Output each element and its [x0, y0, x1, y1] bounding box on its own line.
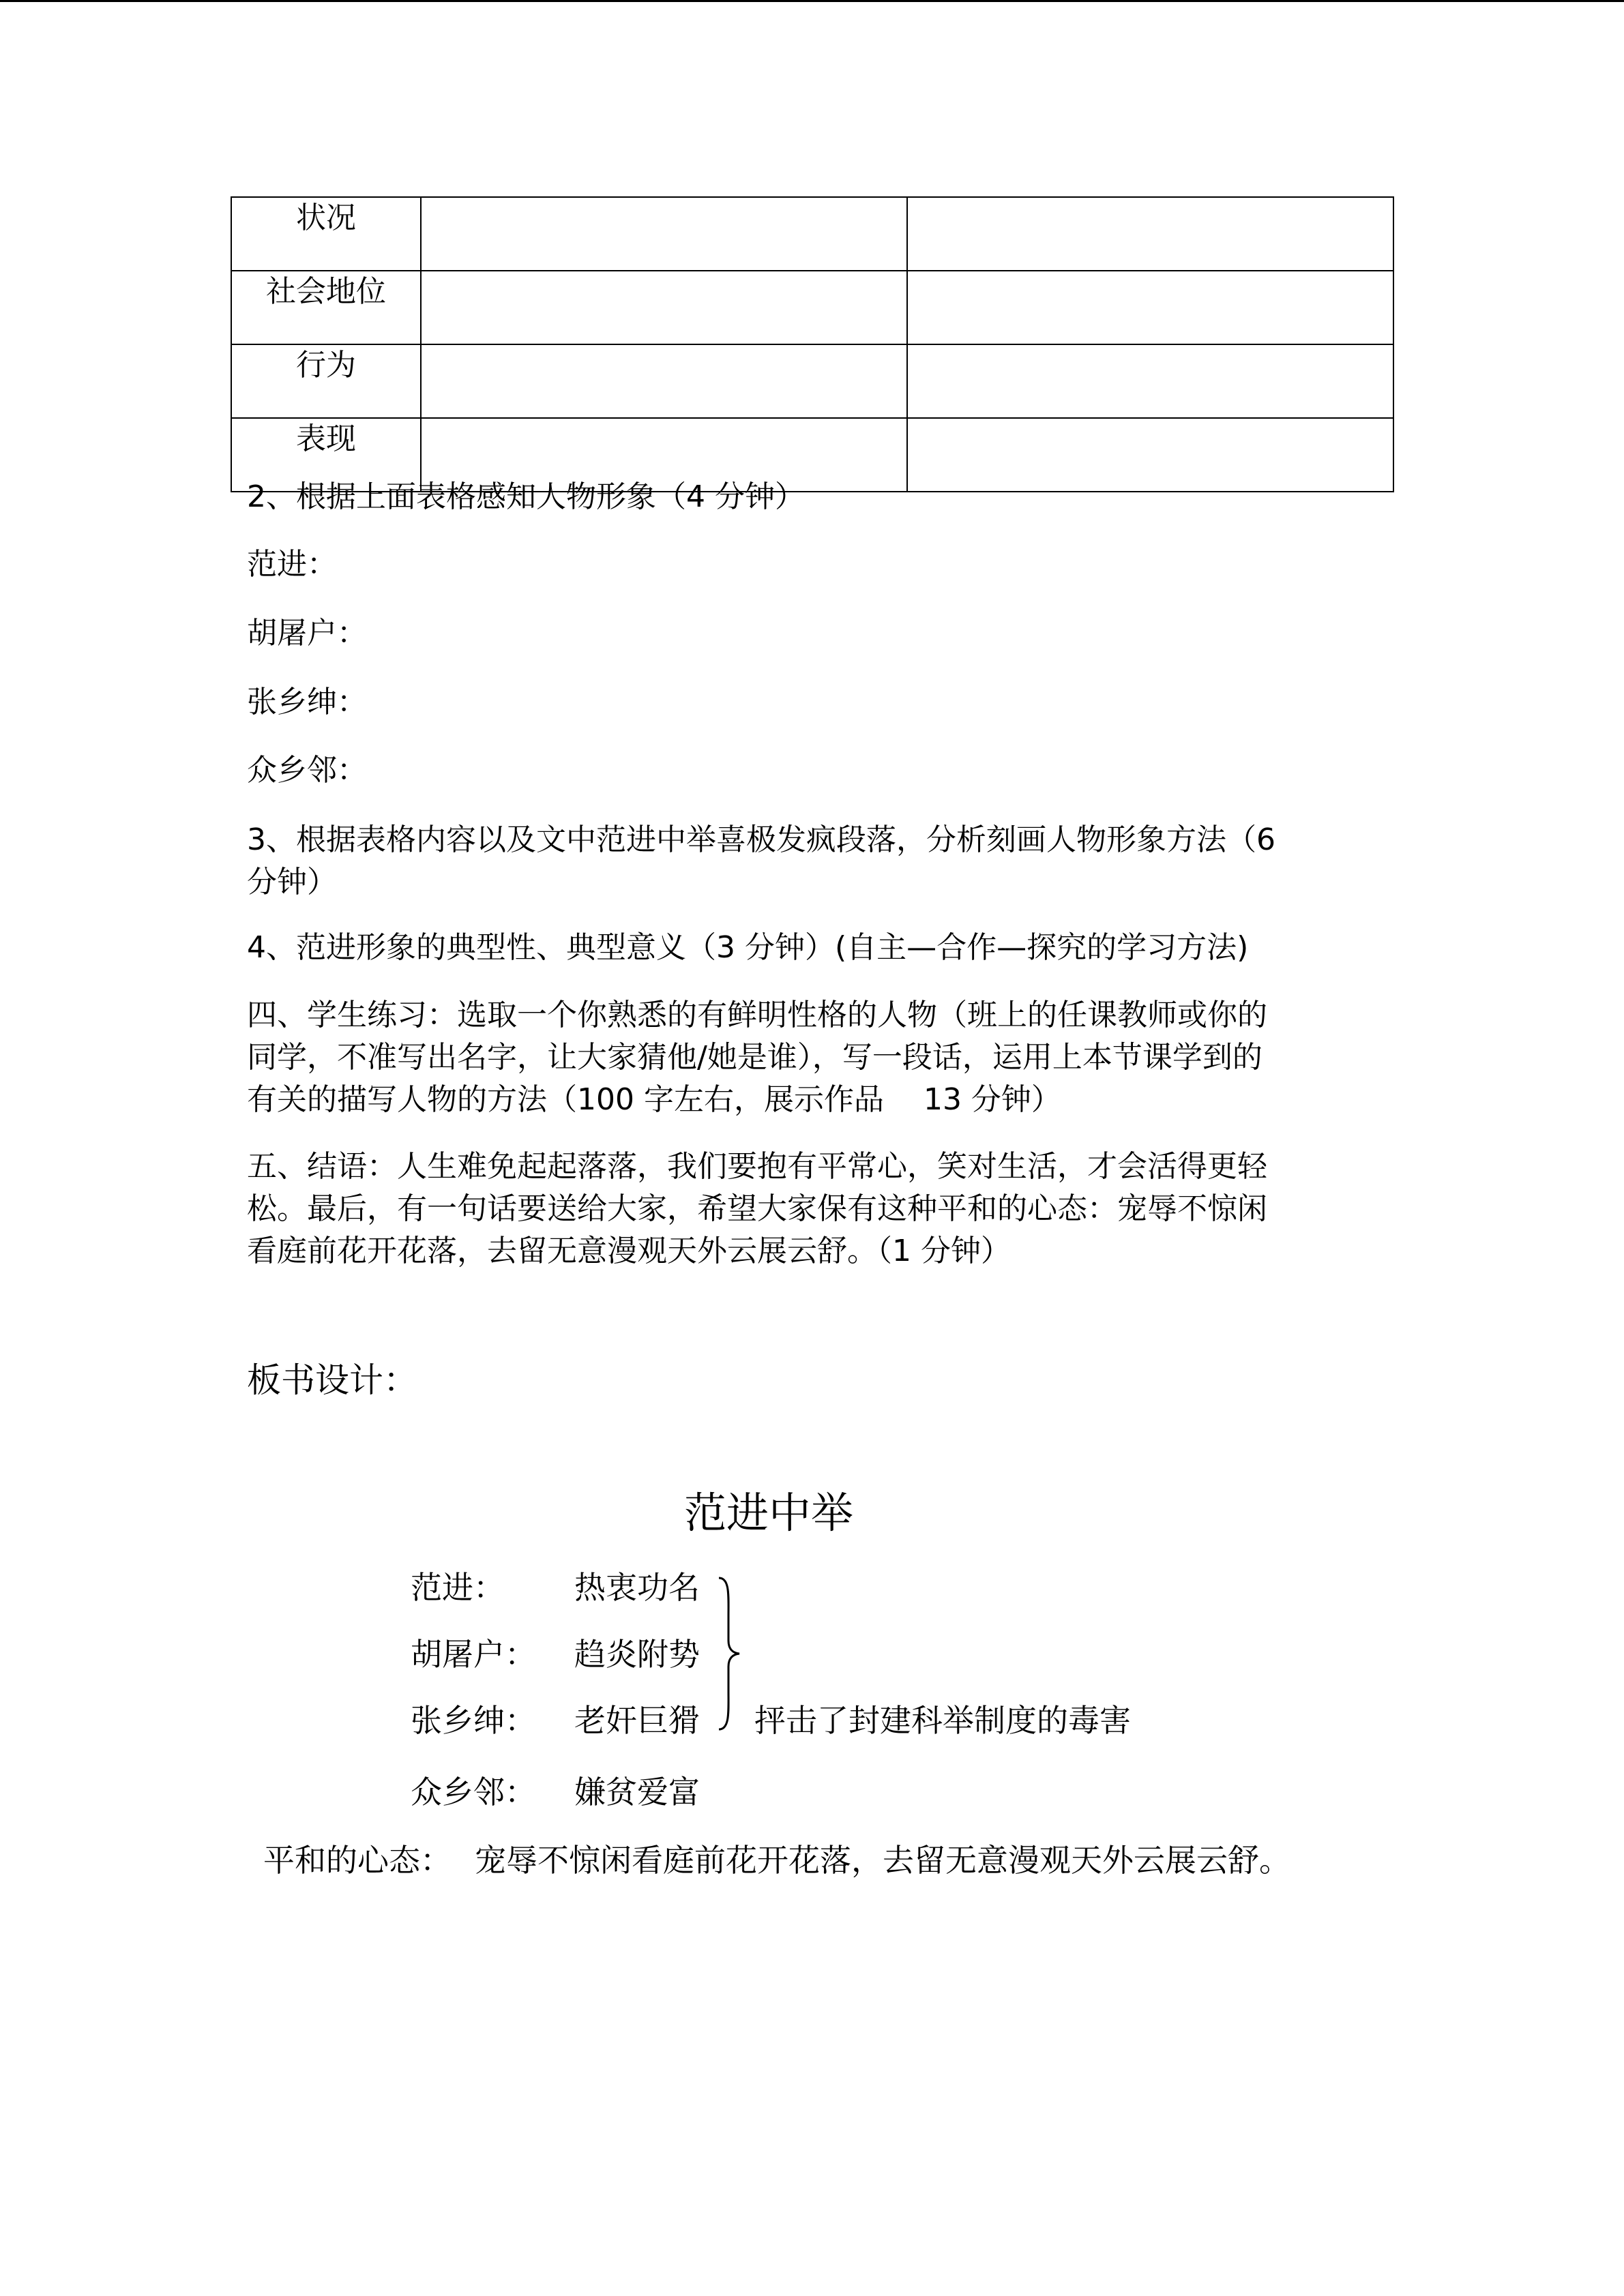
section-3-paragraph: [247, 819, 1379, 904]
bb-desc: 嫌贫爱富: [574, 1774, 700, 1810]
item-zhangxiangshen: 张乡绅：: [247, 685, 367, 719]
table-cell: [907, 344, 1393, 418]
table-row: [231, 271, 1393, 344]
bb-desc: 老奸巨猾: [574, 1702, 700, 1739]
bb-name: 张乡绅：: [411, 1702, 536, 1739]
section-4-paragraph: [247, 927, 1379, 969]
row-label: 表现: [231, 418, 421, 492]
text-line: 松。最后，有一句话要送给大家，希望大家保有这种平和的心态：宠辱不惊闲: [247, 1191, 1267, 1226]
table-row: [231, 344, 1393, 418]
right-brace-icon: [716, 1575, 743, 1732]
bb-desc: 趋炎附势: [574, 1636, 700, 1673]
calm-label: 平和的心态：: [263, 1842, 452, 1879]
bb-summary: 抨击了封建科举制度的毒害: [754, 1702, 1131, 1739]
table-cell: [421, 271, 907, 344]
calm-mind-line: [263, 1843, 1290, 1877]
bb-name: 胡屠户：: [411, 1636, 536, 1673]
bb-desc: 热衷功名: [574, 1569, 700, 1606]
table-cell: [421, 344, 907, 418]
text-line: 分钟）: [247, 865, 337, 899]
item-zhongxianglin: 众乡邻：: [247, 753, 367, 788]
row-label: 社会地位: [231, 271, 421, 344]
table-cell: [907, 197, 1393, 271]
text-line: 看庭前花开花落，去留无意漫观天外云展云舒。（1 分钟）: [247, 1234, 1011, 1268]
item-fanjin: 范进：: [247, 547, 337, 582]
table-row: [231, 197, 1393, 271]
row-label: 行为: [231, 344, 421, 418]
text-line: 同学，不准写出名字，让大家猜他/她是谁），写一段话，运用上本节课学到的: [247, 1040, 1263, 1075]
row-label: 状况: [231, 197, 421, 271]
bb-name: 众乡邻：: [411, 1774, 536, 1810]
text-line: 四、学生练习：选取一个你熟悉的有鲜明性格的人物（班上的任课教师或你的: [247, 998, 1267, 1032]
text-line: 五、结语：人生难免起起落落，我们要抱有平常心，笑对生活，才会活得更轻: [247, 1149, 1267, 1184]
text-line: 有关的描写人物的方法（100 字左右，展示作品 13 分钟）: [247, 1082, 1061, 1117]
character-table: [231, 196, 1394, 492]
text-line: 3、根据表格内容以及文中范进中举喜极发疯段落，分析刻画人物形象方法（6: [247, 822, 1275, 857]
top-border: [0, 0, 1624, 2]
table-cell: [421, 197, 907, 271]
blackboard-title: 范进中举: [683, 1488, 853, 1538]
item-hutuhu: 胡屠户：: [247, 616, 367, 651]
practice-paragraph: [247, 994, 1379, 1121]
text-line: 4、范进形象的典型性、典型意义（3 分钟）(自主—合作—探究的学习方法): [247, 930, 1249, 965]
section-2-heading: 2、根据上面表格感知人物形象（4 分钟）: [247, 479, 805, 514]
bb-name: 范进：: [411, 1569, 505, 1606]
conclusion-paragraph: [247, 1146, 1379, 1272]
blackboard-heading: 板书设计：: [247, 1360, 417, 1400]
calm-text: 宠辱不惊闲看庭前花开花落，去留无意漫观天外云展云舒。: [475, 1842, 1290, 1879]
table-cell: [907, 271, 1393, 344]
